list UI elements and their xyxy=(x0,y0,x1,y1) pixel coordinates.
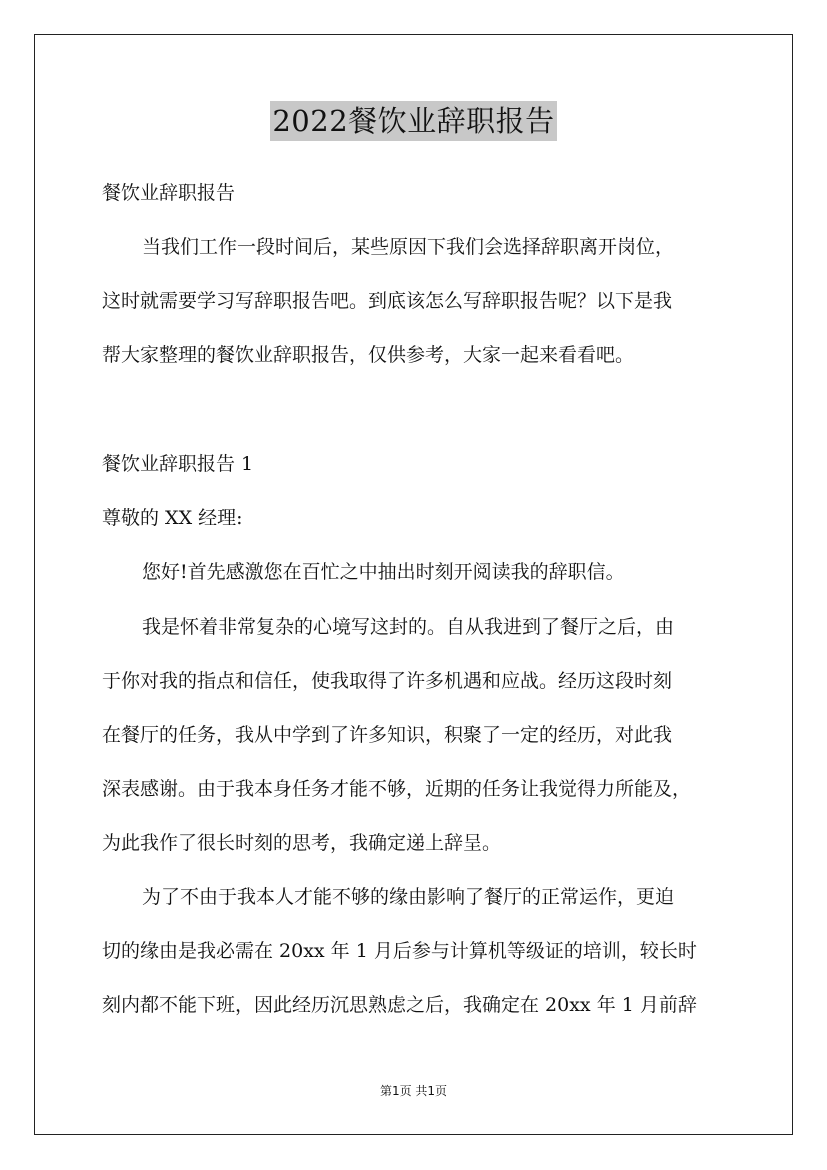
paragraph-line: 帮大家整理的餐饮业辞职报告，仅供参考，大家一起来看看吧。 xyxy=(102,344,635,366)
paragraph-line: 切的缘由是我必需在 20xx 年 1 月后参与计算机等级证的培训，较长时 xyxy=(102,940,697,962)
page-footer: 第1页 共1页 xyxy=(379,1084,448,1098)
paragraph-line: 深表感谢。由于我本身任务才能不够，近期的任务让我觉得力所能及， xyxy=(102,778,692,800)
title-container xyxy=(0,101,827,141)
paragraph-line: 这时就需要学习写辞职报告吧。到底该怎么写辞职报告呢？以下是我 xyxy=(102,290,673,312)
paragraph-line: 为此我作了很长时刻的思考，我确定递上辞呈。 xyxy=(102,832,502,854)
paragraph-line: 刻内都不能下班，因此经历沉思熟虑之后，我确定在 20xx 年 1 月前辞 xyxy=(102,994,697,1016)
paragraph-line: 当我们工作一段时间后，某些原因下我们会选择辞职离开岗位， xyxy=(142,236,675,258)
salutation: 尊敬的 XX 经理: xyxy=(102,507,243,529)
section-heading: 餐饮业辞职报告 1 xyxy=(102,453,254,475)
document-title[interactable]: 2022餐饮业辞职报告 xyxy=(270,101,556,141)
paragraph-line: 在餐厅的任务，我从中学到了许多知识，积聚了一定的经历，对此我 xyxy=(102,724,673,746)
subtitle-line: 餐饮业辞职报告 xyxy=(102,182,236,204)
paragraph-line: 为了不由于我本人才能不够的缘由影响了餐厅的正常运作，更迫 xyxy=(142,886,675,908)
paragraph-line: 我是怀着非常复杂的心境写这封的。自从我进到了餐厅之后，由 xyxy=(142,616,675,638)
paragraph-line: 您好!首先感激您在百忙之中抽出时刻开阅读我的辞职信。 xyxy=(142,561,625,583)
paragraph-line: 于你对我的指点和信任，使我取得了许多机遇和应战。经历这段时刻 xyxy=(102,670,673,692)
